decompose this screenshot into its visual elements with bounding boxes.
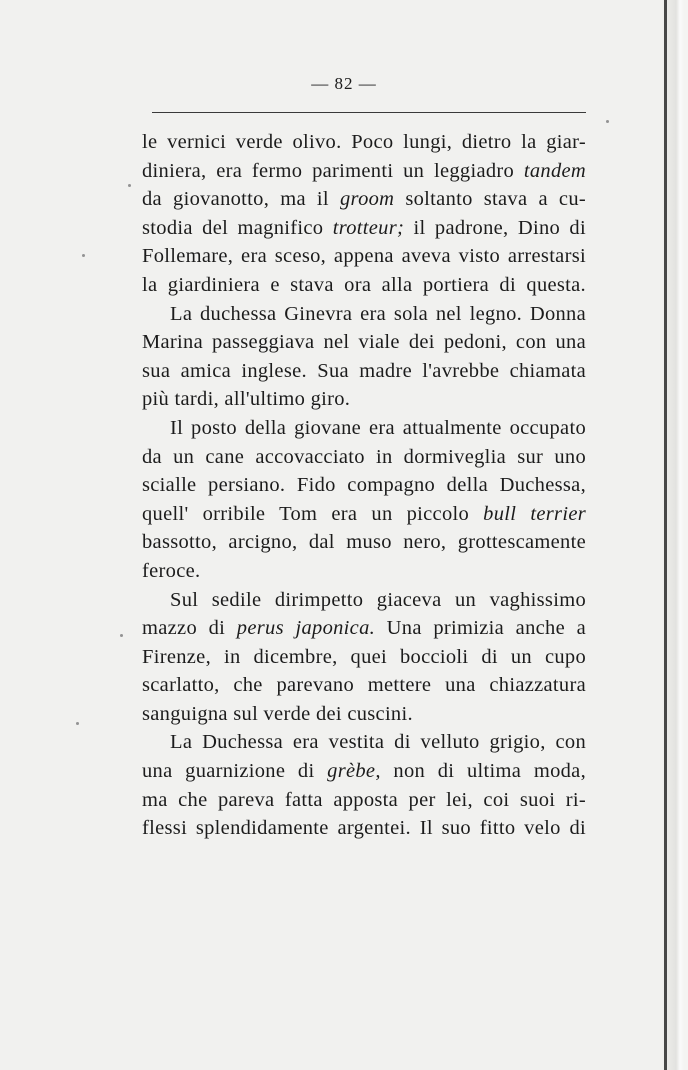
text-line xyxy=(142,671,586,700)
text-run: La Duchessa era vestita di velluto grigio, con xyxy=(170,731,586,754)
text-run: bassotto, arcigno, dal muso nero, grottescamente xyxy=(142,531,586,554)
text-run: Firenze, in dicembre, quei boccioli di un cupo xyxy=(142,645,586,668)
text-run: Il posto della giovane era attualmente occupato xyxy=(170,416,586,439)
text-run: La duchessa Ginevra era sola nel legno. Donna xyxy=(170,302,586,325)
text-line xyxy=(142,500,586,529)
text-run: flessi splendidamente argentei. Il suo fitto velo di xyxy=(142,817,586,840)
text-run: da un cane accovacciato in dormiveglia sur uno xyxy=(142,445,586,468)
italic-run: grèbe, xyxy=(327,760,381,783)
text-line xyxy=(142,757,586,786)
text-run: il padrone, Dino di xyxy=(404,216,586,239)
text-line xyxy=(142,157,586,186)
text-line xyxy=(142,557,586,586)
text-line xyxy=(142,271,586,300)
italic-run: groom xyxy=(340,188,395,211)
text-line xyxy=(142,814,586,843)
italic-run: perus japonica. xyxy=(236,617,376,640)
page-edge-line xyxy=(664,0,667,1070)
print-speck xyxy=(120,634,123,637)
text-line xyxy=(142,586,586,615)
text-run: feroce. xyxy=(142,559,201,582)
text-run: sanguigna sul verde dei cuscini. xyxy=(142,702,413,725)
text-line xyxy=(142,128,586,157)
text-line xyxy=(142,700,586,729)
text-line xyxy=(142,643,586,672)
text-line xyxy=(142,728,586,757)
text-run: una guarnizione di xyxy=(142,760,328,783)
text-line xyxy=(142,357,586,386)
text-line xyxy=(142,614,586,643)
text-run: ma che pareva fatta apposta per lei, coi suoi ri- xyxy=(142,788,586,811)
text-line xyxy=(142,242,586,271)
text-line xyxy=(142,443,586,472)
print-speck xyxy=(82,254,85,257)
text-line xyxy=(142,300,586,329)
text-line xyxy=(142,328,586,357)
text-run: scialle persiano. Fido compagno della Duchessa, xyxy=(142,474,586,497)
text-run: sua amica inglese. Sua madre l'avrebbe chiamata xyxy=(142,359,586,382)
body-text xyxy=(142,128,586,843)
print-speck xyxy=(606,120,609,123)
text-line xyxy=(142,185,586,214)
print-speck xyxy=(76,722,79,725)
text-run: più tardi, all'ultimo giro. xyxy=(142,388,351,411)
italic-run: bull terrier xyxy=(483,502,586,525)
header-rule xyxy=(152,112,586,113)
text-run: non di ultima moda, xyxy=(380,760,586,783)
text-run: Marina passeggiava nel viale dei pedoni, con una xyxy=(142,331,586,354)
italic-run: tandem xyxy=(523,159,586,182)
text-run: diniera, era fermo parimenti un leggiadro xyxy=(142,159,524,182)
italic-run: trotteur; xyxy=(332,216,405,239)
text-line xyxy=(142,414,586,443)
text-run: scarlatto, che parevano mettere una chiazzatura xyxy=(142,674,586,697)
print-speck xyxy=(128,184,131,187)
page-number: — 82 — xyxy=(311,74,377,93)
text-line xyxy=(142,214,586,243)
text-run: stodia del magnifico xyxy=(142,216,333,239)
text-line xyxy=(142,471,586,500)
text-run: Sul sedile dirimpetto giaceva un vaghissimo xyxy=(170,588,586,611)
text-run: quell' orribile Tom era un piccolo xyxy=(142,502,484,525)
text-run: la giardiniera e stava ora alla portiera di questa. xyxy=(142,273,586,296)
text-run: Follemare, era sceso, appena aveva visto arrestarsi xyxy=(142,245,586,268)
text-run: le vernici verde olivo. Poco lungi, dietro la giar- xyxy=(142,131,586,153)
text-run: Una primizia anche a xyxy=(375,617,587,640)
text-run: da giovanotto, ma il xyxy=(142,188,340,211)
text-run: mazzo di xyxy=(142,617,237,640)
text-line xyxy=(142,786,586,815)
text-run: soltanto stava a cu- xyxy=(394,188,586,211)
text-line xyxy=(142,385,586,414)
text-line xyxy=(142,528,586,557)
